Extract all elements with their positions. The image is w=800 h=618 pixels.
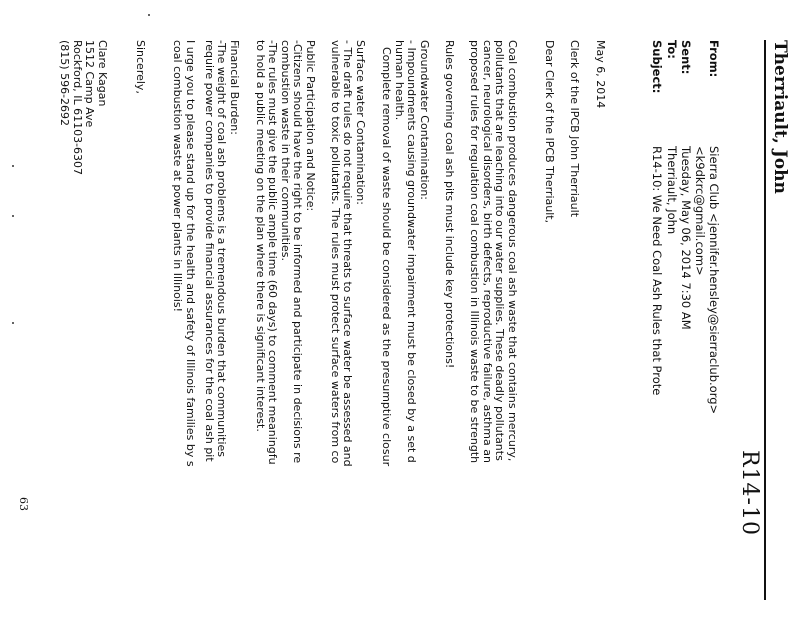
- closing-paragraph: [171, 40, 196, 467]
- financial-heading: Financial Burden:: [228, 40, 241, 135]
- header-rule: [764, 40, 766, 600]
- page-number: 63: [17, 497, 30, 511]
- groundwater-line: - Impoundments causing groundwater impairment must be closed by a set d: [405, 40, 419, 463]
- intro-paragraph: [468, 40, 518, 463]
- sent-label: Sent:: [679, 40, 693, 75]
- docket-code: R14-10: [737, 450, 762, 536]
- subject-value: R14-10: We Need Coal Ash Rules that Prote: [650, 146, 664, 396]
- closing-line: coal combustion waste at power plants in Illinois!: [171, 40, 185, 313]
- scan-speck: [12, 322, 14, 324]
- from-email-value: <k9dkrc@gmail.com>: [693, 146, 707, 276]
- scan-speck: [12, 165, 14, 167]
- rules-line: Rules governing coal ash pits must include key protections!: [443, 40, 456, 369]
- sender-name: Therriault, John: [770, 40, 790, 194]
- sent-value: Tuesday, May 06, 2014 7:30 AM: [679, 146, 693, 330]
- surface-water-line: vulnerable to toxic pollutants. The rules must protect surface waters from co: [328, 40, 342, 464]
- to-value: Therriault, John: [665, 146, 679, 235]
- from-value: Sierra Club <jennifer.hensley@sierraclub.org>: [707, 146, 721, 415]
- letter-addressee: Clerk of the IPCB John Therriault: [568, 40, 581, 218]
- participation-line: combustion waste in their communities.: [278, 40, 292, 262]
- participation-line: -Citizens should have the right to be informed and participate in decisions re: [291, 40, 305, 464]
- intro-line: cancer, neurological disorders, birth defects, reproductive failure, asthma an: [480, 40, 494, 463]
- participation-line: to hold a public meeting on the plan where there is significant interest.: [253, 40, 267, 432]
- from-label: From:: [707, 40, 721, 78]
- surface-water-section: [328, 40, 366, 467]
- signer-name: Clare Kagan: [96, 40, 109, 107]
- intro-line: proposed rules for regulation coal combustion in Illinois waste to be strength: [468, 40, 482, 464]
- signer-street: 1512 Camp Ave: [83, 40, 97, 128]
- groundwater-line: human health.: [392, 40, 406, 121]
- signature-block: [58, 40, 108, 175]
- participation-heading: Public Participation and Notice:: [304, 40, 317, 212]
- closing-line: I urge you to please stand up for the health and safety of Illinois families by s: [184, 40, 197, 467]
- financial-section: [202, 40, 240, 462]
- letter-date: May 6, 2014: [594, 40, 607, 109]
- subject-label: Subject:: [650, 40, 664, 94]
- participation-section: [253, 40, 316, 465]
- groundwater-section: [380, 40, 430, 466]
- participation-line: -The rules must give the public ample time (60 days) to comment meaningfu: [266, 40, 280, 465]
- groundwater-heading: Groundwater Contamination:: [418, 40, 431, 200]
- surface-water-line: - The draft rules do not require that threats to surface water be assessed and: [341, 40, 355, 467]
- letter-signoff: Sincerely,: [134, 40, 147, 94]
- scan-speck: [12, 215, 14, 217]
- financial-line: require power companies to provide financial assurances for the coal ash pit: [202, 40, 216, 462]
- financial-line: -The weight of coal ash problems is a tremendous burden that communities: [215, 40, 229, 458]
- signer-phone: (815) 596-2692: [58, 40, 72, 127]
- scan-speck: [148, 14, 150, 16]
- to-label: To:: [665, 40, 679, 59]
- intro-line: Coal combustion produces dangerous coal ash waste that contains mercury,: [506, 40, 519, 462]
- surface-water-heading: Surface water Contamination:: [354, 40, 367, 205]
- signer-city: Rockford, IL 61103-6307: [70, 40, 84, 176]
- intro-line: pollutants that are leaching into our water supplies. These deadly pollutants: [493, 40, 507, 461]
- groundwater-line: Complete removal of waste should be considered as the presumptive closur: [380, 40, 394, 467]
- letter-salutation: Dear Clerk of the IPCB Therriault,: [543, 40, 556, 224]
